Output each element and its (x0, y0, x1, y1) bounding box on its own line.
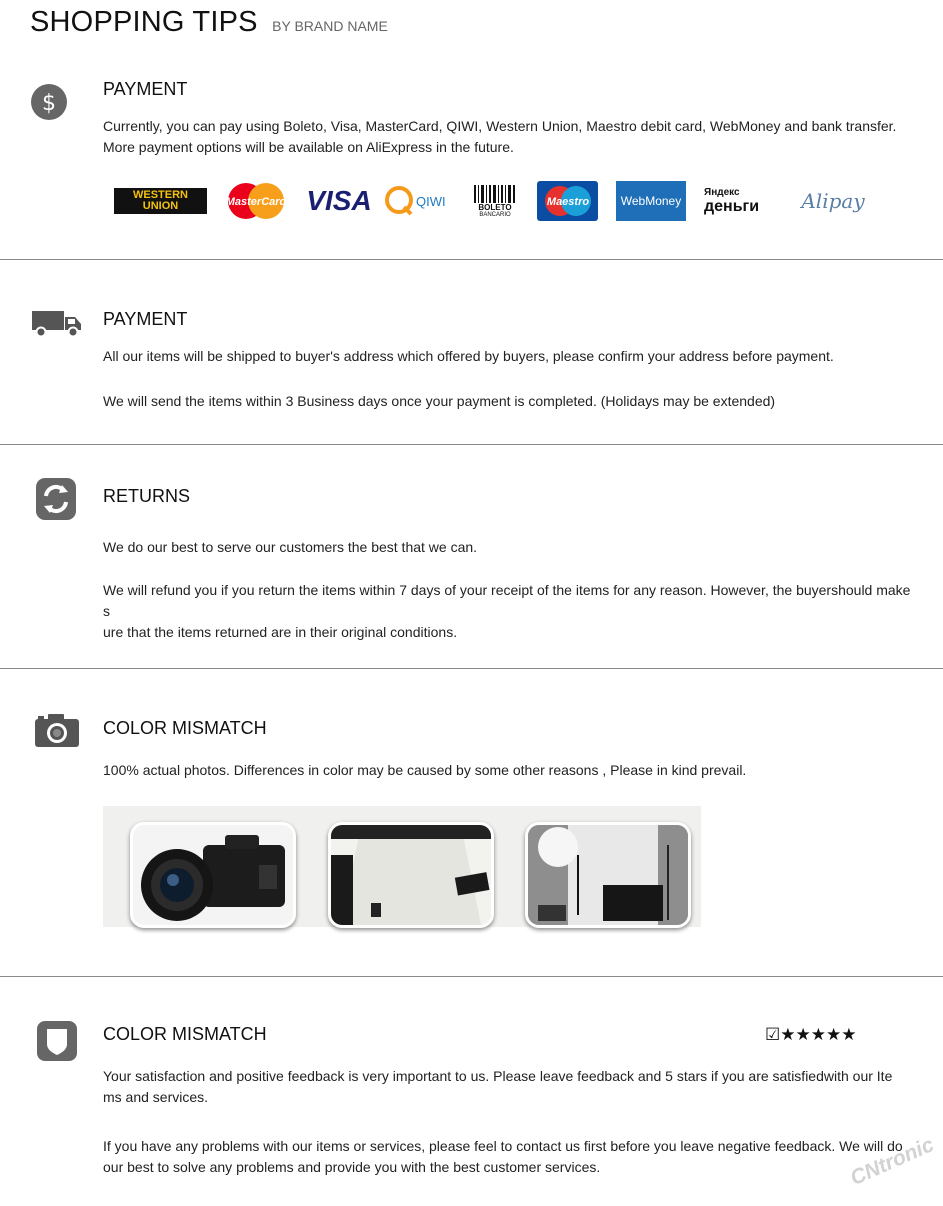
studio-photo (328, 822, 494, 928)
section-divider (0, 668, 943, 669)
camera-icon (34, 712, 80, 753)
section-divider (0, 259, 943, 260)
refresh-icon (35, 477, 77, 526)
section-title-returns: RETURNS (103, 486, 191, 506)
dollar-icon (30, 83, 68, 126)
section-title-payment: PAYMENT (103, 79, 188, 99)
check-icon: ☑ (765, 1025, 781, 1044)
yandex-money-logo: Яндекс деньги (704, 186, 760, 215)
feedback-text-1: Your satisfaction and positive feedback is very important to us. Please leave feedback and 5 stars if you are satisfiedwith our Ite ms and services. (103, 1068, 893, 1105)
returns-text-1: We do our best to serve our customers the best that we can. (103, 539, 478, 555)
section-divider (0, 444, 943, 445)
alipay-logo: Alipay (801, 189, 865, 213)
webmoney-logo: WebMoney (616, 181, 686, 221)
western-union-logo: WESTERN UNION (114, 188, 207, 214)
svg-text:MasterCard: MasterCard (225, 196, 287, 208)
boleto-logo: BOLETO BANCARIO (468, 180, 522, 222)
visa-logo: VISA (306, 185, 372, 216)
returns-text-2: We will refund you if you return the items within 7 days of your receipt of the items for any reason. However, the buyershould make s ure that the items returned are in their original conditions. (103, 582, 911, 640)
page-header (30, 6, 388, 39)
shield-icon (36, 1020, 78, 1067)
star-icons: ★★★★★ (780, 1025, 857, 1044)
section-divider (0, 976, 943, 977)
truck-icon (31, 309, 83, 344)
shipping-text-1: All our items will be shipped to buyer's address which offered by buyers, please confirm your address before payment. (103, 348, 834, 364)
studio-equipment-photo (525, 822, 691, 928)
section-title-feedback: COLOR MISMATCH (103, 1024, 267, 1044)
section-title-shipping: PAYMENT (103, 309, 188, 329)
feedback-text-2: If you have any problems with our items or services, please feel to contact us first before you leave negative feedback. We will do our best to solve any problems and provide you with the best customer services. (103, 1138, 903, 1175)
maestro-logo (537, 181, 598, 221)
qiwi-logo (384, 180, 458, 222)
payment-logos (112, 180, 872, 226)
photo-strip (103, 806, 701, 927)
payment-text: Currently, you can pay using Boleto, Visa, MasterCard, QIWI, Western Union, Maestro debit card, WebMoney and bank transfer. More payment options will be available on AliExpress in the future. (103, 118, 897, 155)
rating-stars (765, 1025, 856, 1045)
mastercard-logo (224, 180, 288, 222)
camera-photo (130, 822, 296, 928)
svg-text:Maestro: Maestro (546, 196, 589, 208)
svg-text:$: $ (42, 91, 56, 116)
shipping-text-2: We will send the items within 3 Business days once your payment is completed. (Holidays may be extended) (103, 393, 776, 409)
color-mismatch-text: 100% actual photos. Differences in color may be caused by some other reasons , Please in kind prevail. (103, 762, 747, 778)
page-subtitle: BY BRAND NAME (272, 18, 388, 34)
section-title-color-mismatch: COLOR MISMATCH (103, 718, 267, 738)
svg-text:QIWI: QIWI (416, 194, 446, 209)
watermark-logo: CNtronic (846, 1133, 938, 1191)
page-title: SHOPPING TIPS (30, 6, 258, 38)
